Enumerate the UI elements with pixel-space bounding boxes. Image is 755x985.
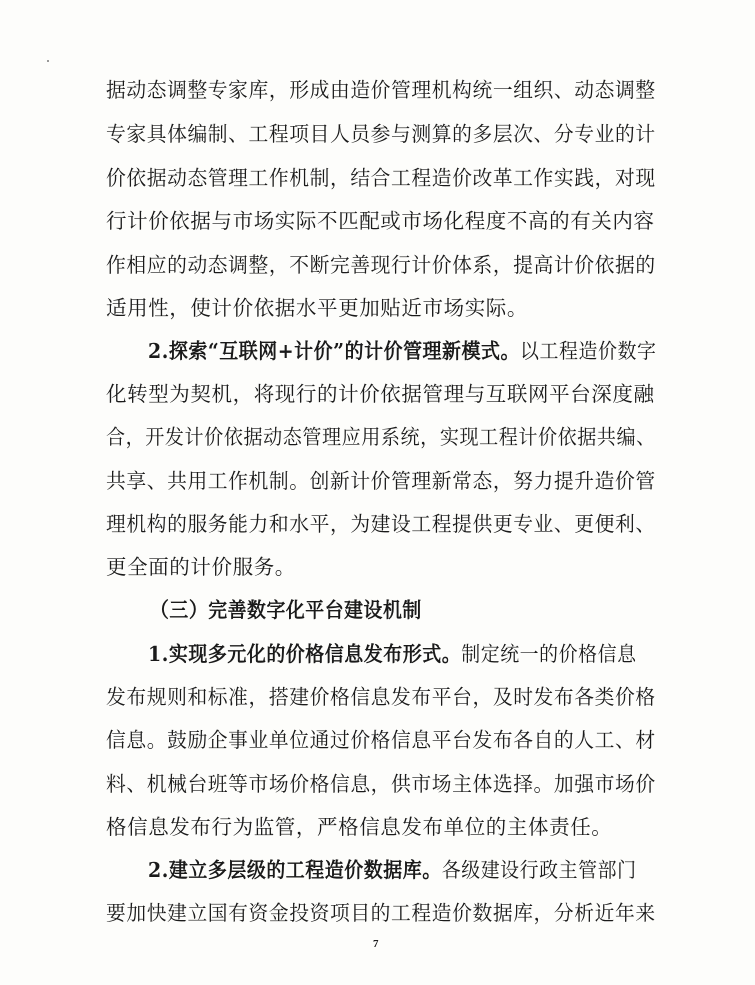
line-text: 以工程造价数字: [520, 339, 657, 363]
body-line: [106, 555, 656, 579]
body-line: [106, 122, 656, 146]
line-text: 信息。鼓励企事业单位通过价格信息平台发布各自的人工、材: [106, 728, 656, 752]
body-line: [106, 209, 656, 233]
body-line: [106, 382, 656, 406]
line-text: 更全面的计价服务。: [106, 555, 296, 579]
body-line: [106, 78, 656, 102]
paragraph-heading-line: [148, 339, 656, 363]
scan-speck: [47, 60, 49, 62]
body-line: [106, 901, 656, 925]
section-heading-text: （三）完善数字化平台建设机制: [150, 598, 422, 622]
body-line: [106, 772, 656, 796]
paragraph-heading-line: [148, 642, 656, 666]
body-line: [106, 815, 656, 839]
line-text: 各级建设行政主管部门: [441, 858, 637, 882]
line-text: 发布规则和标准，搭建价格信息发布平台，及时发布各类价格: [106, 685, 656, 709]
line-text: 作相应的动态调整，不断完善现行计价体系，提高计价依据的: [106, 253, 656, 277]
line-text: 理机构的服务能力和水平，为建设工程提供更专业、更便利、: [106, 512, 656, 536]
paragraph-heading-line: [148, 858, 656, 882]
line-text: 料、机械台班等市场价格信息，供市场主体选择。加强市场价: [106, 772, 656, 796]
page-number: 7: [373, 938, 379, 950]
body-line: [106, 469, 656, 493]
line-text: 化转型为契机，将现行的计价依据管理与互联网平台深度融: [106, 382, 655, 406]
line-text: 适用性，使计价依据水平更加贴近市场实际。: [106, 296, 528, 320]
line-text: 价依据动态管理工作机制，结合工程造价改革工作实践，对现: [106, 166, 656, 190]
body-line: [106, 685, 656, 709]
paragraph-heading: 2.探索“互联网+计价”的计价管理新模式。: [148, 339, 521, 363]
body-line: [106, 253, 656, 277]
paragraph-heading: 2.建立多层级的工程造价数据库。: [148, 858, 442, 882]
body-line: [106, 512, 656, 536]
paragraph-heading: 1.实现多元化的价格信息发布形式。: [148, 642, 462, 666]
section-heading: [150, 598, 656, 622]
body-line: [106, 728, 656, 752]
line-text: 专家具体编制、工程项目人员参与测算的多层次、分专业的计: [106, 122, 656, 146]
body-line: [106, 425, 656, 449]
line-text: 要加快建立国有资金投资项目的工程造价数据库，分析近年来: [106, 901, 656, 925]
line-text: 制定统一的价格信息: [461, 642, 637, 666]
body-line: [106, 166, 656, 190]
line-text: 共享、共用工作机制。创新计价管理新常态，努力提升造价管: [106, 469, 656, 493]
line-text: 行计价依据与市场实际不匹配或市场化程度不高的有关内容: [106, 209, 655, 233]
line-text: 合，开发计价依据动态管理应用系统，实现工程计价依据共编、: [106, 425, 656, 449]
line-text: 格信息发布行为监管，严格信息发布单位的主体责任。: [106, 815, 613, 839]
body-line: [106, 296, 656, 320]
line-text: 据动态调整专家库，形成由造价管理机构统一组织、动态调整: [106, 78, 656, 102]
